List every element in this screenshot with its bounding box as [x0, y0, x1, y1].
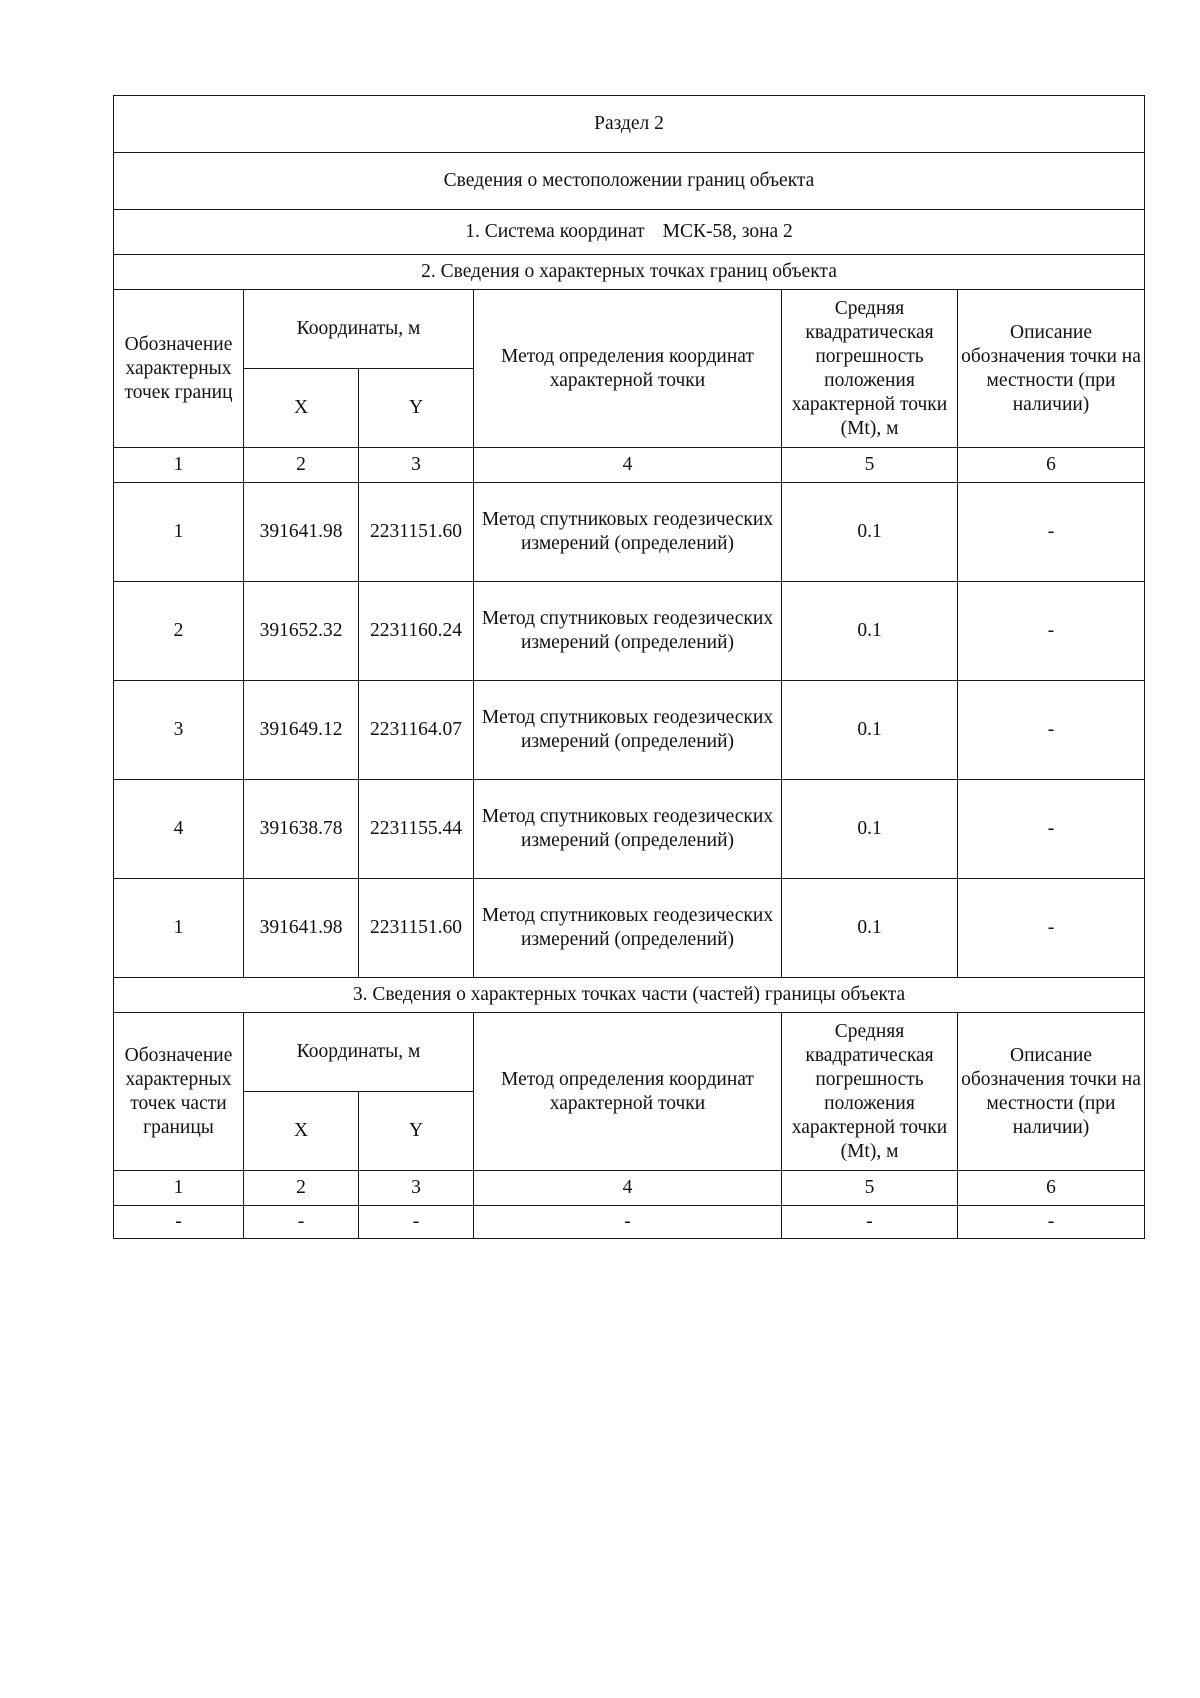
- header-point: Обозначение характерных точек части границы: [114, 1013, 244, 1171]
- cell-y: -: [359, 1206, 474, 1239]
- cell-method: Метод спутниковых геодезических измерений (определений): [474, 582, 782, 681]
- cell-x: 391641.98: [244, 483, 359, 582]
- header-coords: Координаты, м: [244, 290, 474, 369]
- cell-desc: -: [958, 780, 1145, 879]
- col-number: 1: [114, 448, 244, 483]
- cell-desc: -: [958, 483, 1145, 582]
- header-x: X: [244, 369, 359, 448]
- cell-desc: -: [958, 681, 1145, 780]
- header-x: X: [244, 1092, 359, 1171]
- table-row: [114, 879, 1145, 978]
- cell-error: -: [782, 1206, 958, 1239]
- section-row: [114, 96, 1145, 153]
- header-desc: Описание обозначения точки на местности (при наличии): [958, 1013, 1145, 1171]
- col-number: 6: [958, 1171, 1145, 1206]
- cell-error: 0.1: [782, 582, 958, 681]
- cell-x: 391649.12: [244, 681, 359, 780]
- part2-colnum-row: [114, 448, 1145, 483]
- cell-x: -: [244, 1206, 359, 1239]
- cell-error: 0.1: [782, 879, 958, 978]
- coord-system-label: 1. Система координат: [465, 221, 645, 242]
- table-row: [114, 582, 1145, 681]
- part3-title-row: [114, 978, 1145, 1013]
- cell-error: 0.1: [782, 483, 958, 582]
- part3-header-row: [114, 1013, 1145, 1092]
- col-number: 3: [359, 1171, 474, 1206]
- cell-point: 4: [114, 780, 244, 879]
- table-row: [114, 1206, 1145, 1239]
- table-row: [114, 780, 1145, 879]
- part2-title: 2. Сведения о характерных точках границ объекта: [114, 255, 1145, 290]
- boundary-info-table: [113, 95, 1145, 1239]
- header-method: Метод определения координат характерной точки: [474, 1013, 782, 1171]
- cell-y: 2231160.24: [359, 582, 474, 681]
- cell-point: 1: [114, 483, 244, 582]
- cell-y: 2231151.60: [359, 483, 474, 582]
- cell-x: 391638.78: [244, 780, 359, 879]
- main-title: Сведения о местоположении границ объекта: [114, 153, 1145, 210]
- col-number: 6: [958, 448, 1145, 483]
- header-method: Метод определения координат характерной точки: [474, 290, 782, 448]
- cell-error: 0.1: [782, 780, 958, 879]
- col-number: 5: [782, 1171, 958, 1206]
- cell-method: -: [474, 1206, 782, 1239]
- part3-colnum-row: [114, 1171, 1145, 1206]
- header-error: Средняя квадратическая погрешность положения характерной точки (Mt), м: [782, 290, 958, 448]
- coord-system-value: МСК-58, зона 2: [662, 221, 793, 242]
- cell-x: 391641.98: [244, 879, 359, 978]
- cell-desc: -: [958, 879, 1145, 978]
- cell-y: 2231164.07: [359, 681, 474, 780]
- col-number: 2: [244, 448, 359, 483]
- col-number: 1: [114, 1171, 244, 1206]
- col-number: 4: [474, 448, 782, 483]
- header-y: Y: [359, 369, 474, 448]
- cell-desc: -: [958, 1206, 1145, 1239]
- header-y: Y: [359, 1092, 474, 1171]
- section-title: Раздел 2: [114, 96, 1145, 153]
- cell-error: 0.1: [782, 681, 958, 780]
- col-number: 4: [474, 1171, 782, 1206]
- cell-point: 1: [114, 879, 244, 978]
- part3-title: 3. Сведения о характерных точках части (частей) границы объекта: [114, 978, 1145, 1013]
- cell-method: Метод спутниковых геодезических измерений (определений): [474, 483, 782, 582]
- cell-desc: -: [958, 582, 1145, 681]
- cell-point: 3: [114, 681, 244, 780]
- cell-x: 391652.32: [244, 582, 359, 681]
- part2-header-row: [114, 290, 1145, 369]
- cell-y: 2231151.60: [359, 879, 474, 978]
- col-number: 5: [782, 448, 958, 483]
- header-point: Обозначение характерных точек границ: [114, 290, 244, 448]
- header-error: Средняя квадратическая погрешность положения характерной точки (Mt), м: [782, 1013, 958, 1171]
- cell-method: Метод спутниковых геодезических измерений (определений): [474, 879, 782, 978]
- cell-y: 2231155.44: [359, 780, 474, 879]
- cell-method: Метод спутниковых геодезических измерений (определений): [474, 780, 782, 879]
- header-desc: Описание обозначения точки на местности (при наличии): [958, 290, 1145, 448]
- table-row: [114, 483, 1145, 582]
- coord-system-cell: [114, 210, 1145, 255]
- cell-method: Метод спутниковых геодезических измерений (определений): [474, 681, 782, 780]
- header-coords: Координаты, м: [244, 1013, 474, 1092]
- main-title-row: [114, 153, 1145, 210]
- cell-point: 2: [114, 582, 244, 681]
- coord-system-row: [114, 210, 1145, 255]
- table-row: [114, 681, 1145, 780]
- col-number: 2: [244, 1171, 359, 1206]
- col-number: 3: [359, 448, 474, 483]
- cell-point: -: [114, 1206, 244, 1239]
- part2-title-row: [114, 255, 1145, 290]
